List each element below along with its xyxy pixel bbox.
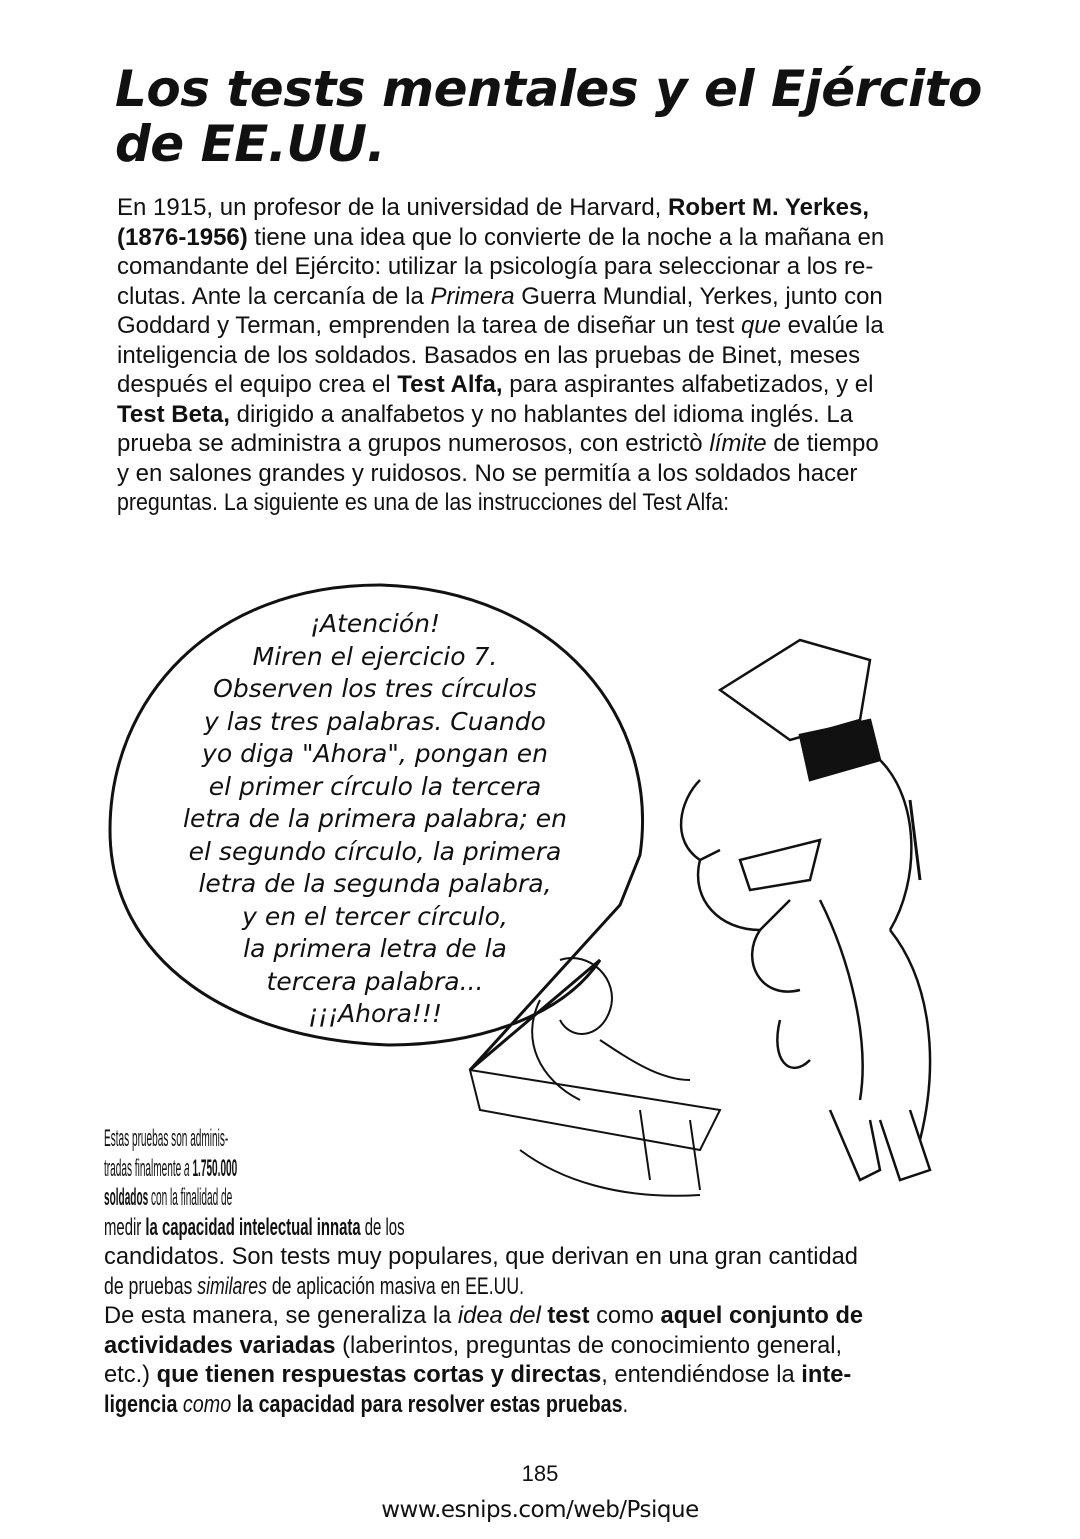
- speech-bubble-line: la primera letra de la: [243, 934, 507, 963]
- text-segment: como: [589, 1302, 661, 1329]
- text-segment: que: [740, 312, 781, 339]
- speech-bubble-line: tercera palabra...: [266, 966, 484, 996]
- text-segment: soldados: [104, 1184, 149, 1211]
- text-line: [104, 1154, 469, 1184]
- speech-bubble-line: y en el tercer círculo,: [242, 901, 508, 931]
- title-line-1: Los tests mentales y el Ejército: [115, 60, 982, 118]
- speech-bubble-line: el segundo círculo, la primera: [188, 836, 562, 866]
- text-segment: de aplicación masiva en EE.UU.: [266, 1272, 525, 1300]
- text-segment: después el equipo crea el: [117, 371, 398, 398]
- text-segment: Estas pruebas son adminis-: [104, 1125, 229, 1152]
- text-segment: dirigido a analfabetos y no hablantes del idioma inglés. La: [229, 400, 854, 428]
- text-segment: (1876-1956): [117, 223, 248, 251]
- text-segment: Goddard y Terman, emprenden la tarea de diseñar un test: [117, 312, 741, 339]
- text-line: [104, 1360, 962, 1390]
- text-segment: de pruebas: [104, 1272, 198, 1300]
- speech-bubble-line: ¡Atención!: [309, 609, 440, 638]
- text-segment: tradas finalmente: [104, 1154, 185, 1182]
- text-segment: inte-: [801, 1361, 852, 1388]
- text-line: [104, 1124, 469, 1154]
- text-segment: la capacidad para resolver estas pruebas: [236, 1390, 623, 1418]
- text-segment: a: [184, 1154, 190, 1182]
- text-segment: límite: [709, 430, 767, 457]
- speech-bubble-line: y las tres palabras. Cuando: [204, 706, 546, 736]
- text-segment: [541, 1302, 548, 1329]
- text-segment: Robert M. Yerkes,: [668, 194, 869, 221]
- text-segment: , entendiéndose la: [601, 1361, 802, 1388]
- text-segment: De esta manera, se generaliza la: [104, 1302, 458, 1329]
- speech-bubble-text: [120, 608, 630, 1031]
- text-segment: clutas. Ante la cercanía de la: [117, 282, 431, 310]
- text-segment: 1.750.000: [192, 1154, 238, 1182]
- text-segment: idea del: [457, 1302, 541, 1329]
- speech-bubble-line: Observen los tres círculos: [213, 674, 537, 703]
- speech-bubble-line: letra de la segunda palabra,: [198, 869, 552, 898]
- text-segment: test: [547, 1302, 590, 1329]
- page-number: 185: [521, 1461, 559, 1486]
- speech-bubble-line: Miren el ejercicio 7.: [252, 641, 498, 671]
- text-segment: evalúe la: [780, 312, 884, 339]
- text-line: [104, 1390, 819, 1420]
- text-segment: Test Beta,: [117, 400, 230, 428]
- text-segment: (laberintos, preguntas de conocimiento general,: [335, 1331, 843, 1359]
- closing-paragraph: [104, 1124, 974, 1419]
- text-segment: comandante del Ejército: utilizar la psicología para seleccionar a los re-: [117, 253, 874, 280]
- text-segment: .: [622, 1390, 629, 1418]
- title-line-2: de EE.UU.: [115, 115, 386, 173]
- text-line: [104, 1242, 962, 1272]
- text-segment: En 1915, un profesor de la universidad de Harvard,: [117, 194, 669, 221]
- speech-bubble-line: el primer círculo la tercera: [208, 771, 542, 801]
- text-segment: con la finalidad de: [148, 1184, 233, 1211]
- text-segment: de tiempo: [766, 430, 879, 457]
- text-segment: Test Alfa,: [397, 371, 503, 398]
- text-segment: y en salones grandes y ruidosos. No se permitía a los soldados hacer: [117, 459, 858, 487]
- text-segment: Primera: [430, 282, 515, 310]
- officer-drawing: [681, 640, 930, 1180]
- speech-bubble-line: letra de la primera palabra; en: [183, 804, 567, 833]
- text-segment: que tienen respuestas cortas y directas: [156, 1361, 602, 1388]
- text-segment: similares: [197, 1272, 267, 1300]
- footer-url: www.esnips.com/web/Psique: [381, 1497, 699, 1523]
- speech-bubble-line: yo diga "Ahora", pongan en: [202, 739, 548, 768]
- text-segment: actividades variadas: [104, 1331, 336, 1359]
- text-segment: aquel conjunto de: [660, 1302, 864, 1329]
- text-line: [104, 1183, 469, 1213]
- text-line: [104, 1331, 962, 1361]
- text-segment: la capacidad intelectual innata: [145, 1213, 361, 1241]
- speech-bubble-line: ¡¡¡Ahora!!!: [308, 999, 442, 1028]
- text-segment: para aspirantes alfabetizados, y el: [502, 371, 874, 398]
- text-line: [104, 1213, 644, 1243]
- text-line: [104, 1272, 744, 1302]
- text-segment: tiene una idea que lo convierte de la noche a la mañana en: [247, 223, 885, 251]
- text-segment: medir: [104, 1213, 146, 1241]
- text-segment: ligencia: [104, 1390, 178, 1418]
- text-segment: etc.): [104, 1361, 157, 1388]
- text-segment: de los: [360, 1213, 405, 1241]
- text-segment: Guerra Mundial, Yerkes, junto con: [514, 282, 883, 310]
- text-segment: candidatos. Son tests muy populares, que derivan en una gran cantidad: [104, 1243, 858, 1270]
- text-segment: inteligencia de los soldados. Basados en las pruebas de Binet, meses: [117, 341, 861, 369]
- text-segment: prueba se administra a grupos numerosos, con estrictò: [117, 430, 710, 457]
- text-line: [104, 1301, 962, 1331]
- text-segment: preguntas. La siguiente es una de las instrucciones del Test Alfa:: [117, 489, 729, 516]
- text-segment: como: [182, 1390, 232, 1418]
